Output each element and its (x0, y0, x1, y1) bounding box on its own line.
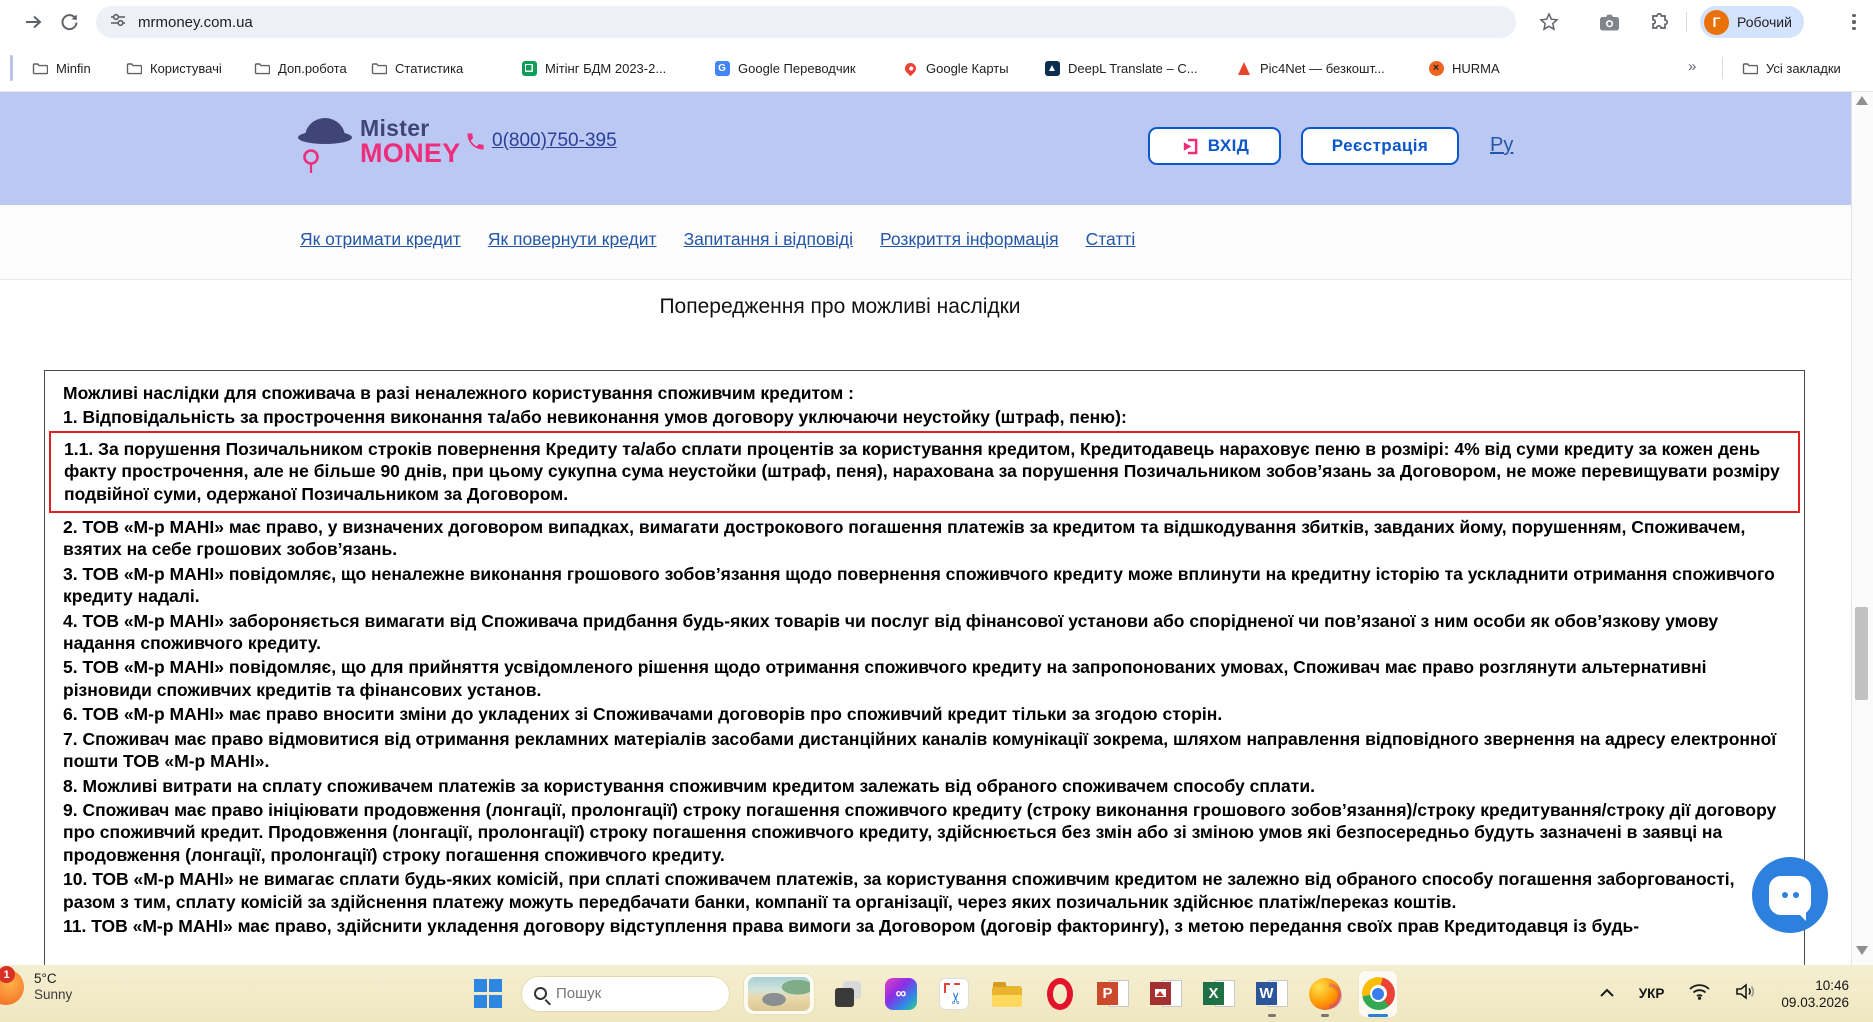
picture-manager-icon[interactable] (1146, 970, 1186, 1018)
hurma-icon: × (1428, 60, 1444, 76)
tray-chevron-icon[interactable] (1599, 985, 1615, 1003)
tray-date: 09.03.2026 (1781, 994, 1849, 1010)
browser-menu-icon[interactable] (1845, 11, 1863, 33)
phone-icon (465, 131, 486, 152)
wifi-icon[interactable] (1688, 983, 1711, 1005)
item-4: 4. ТОВ «М-р МАНІ» забороняється вимагати від Споживача придбання будь-яких товарів чи послуг від фінансової установи або спорідненої чи пов’язаної з ним особи як обов’язкову умову надання споживчого кредиту. (63, 610, 1719, 654)
logo-line2: MONEY (360, 138, 461, 168)
folder-icon (32, 60, 48, 76)
intro-line: Можливі наслідки для споживача в разі неналежного користування споживчим кредитом : (63, 383, 854, 403)
bookmark-hurma[interactable]: × HURMA (1422, 54, 1506, 82)
bookmarks-bar (0, 44, 1873, 92)
bookmarks-left-indicator (10, 55, 13, 81)
bowler-hat-icon (296, 110, 354, 176)
site-info-icon[interactable] (110, 12, 126, 33)
folder-icon (254, 60, 270, 76)
adobe-creative-cloud-icon[interactable]: ∞ (881, 970, 921, 1018)
chat-bubble-icon (1769, 876, 1811, 915)
pic4net-icon (1236, 60, 1252, 76)
taskbar-search[interactable] (521, 976, 730, 1012)
url-text[interactable]: mrmoney.com.ua (138, 13, 253, 31)
bookmark-star-icon[interactable] (1538, 11, 1560, 33)
web-page (0, 92, 1851, 965)
file-explorer-icon[interactable] (987, 970, 1027, 1018)
extensions-puzzle-icon[interactable] (1648, 11, 1670, 33)
maps-pin-icon (902, 60, 918, 76)
nav-disclosure[interactable]: Розкриття інформація (879, 229, 1059, 249)
chrome-icon[interactable] (1358, 970, 1398, 1018)
login-button[interactable]: ВХІД (1148, 127, 1281, 165)
address-bar[interactable] (96, 6, 1516, 38)
nav-how-to-return-credit[interactable]: Як повернути кредит (487, 229, 657, 249)
register-button[interactable]: Реєстрація (1301, 127, 1459, 165)
weather-badge: 1 (0, 966, 15, 983)
item-3: 3. ТОВ «М-р МАНІ» повідомляє, що неналежне виконання грошового зобов’язання щодо повернення споживчого кредиту може вплинути на кредитну історію та ускладнити отримання споживчого кредиту надалі. (63, 563, 1775, 607)
language-switch-link[interactable]: Ру (1490, 134, 1514, 156)
task-view-preview-button[interactable] (743, 973, 815, 1015)
site-nav (0, 205, 1851, 280)
forward-icon[interactable] (22, 11, 44, 33)
search-input[interactable] (556, 985, 696, 1002)
bookmark-dop-robota[interactable]: Доп.робота (248, 54, 353, 82)
search-icon (534, 987, 547, 1000)
profile-chip[interactable] (1700, 6, 1804, 38)
profile-name: Робочий (1737, 14, 1792, 30)
word-icon[interactable]: W (1252, 970, 1292, 1018)
item-9: 9. Споживач має право ініціювати продовження (лонгації, пролонгації) строку погашення споживчого кредиту (строку виконання грошового зобов’язання)/строку кредитування/строку дії договору про споживчий кредит. Продовження (лонгації, пролонгації) строку погашення споживчого кредиту, здійснюється без змін або зі зміною умов які безпосередньо будуть зазначені в заявці на продовження (лонгації, пролонгації) строку погашення споживчого кредиту. (63, 799, 1777, 865)
item-6: 6. ТОВ «М-р МАНІ» має право вносити зміни до укладених зі Споживачами договорів про споживчий кредит тільки за згодою сторін. (63, 704, 1223, 725)
opera-icon[interactable] (1040, 970, 1080, 1018)
start-button[interactable] (468, 970, 508, 1018)
item-1-1: 1.1. За порушення Позичальником строків повернення Кредиту та/або сплати процентів за користування кредитом, Кредитодавець нараховує пеню в розмірі: 4% від суми кредиту за кожен день факту прострочення, але не більше 90 днів, при цьому сукупна сума неустойки (штраф, пеня), нарахована за порушення Позичальником зобов’язань за Договором, не може перевищувати розміру подвійної суми, одержаної Позичальником за Договором. (64, 438, 1780, 504)
weather-condition: Sunny (34, 987, 73, 1002)
sheets-icon (521, 60, 537, 76)
folder-icon (371, 60, 387, 76)
nav-articles[interactable]: Статті (1085, 229, 1136, 249)
stacked-windows-icon[interactable] (828, 970, 868, 1018)
folder-icon (1742, 60, 1758, 76)
snipping-tool-icon[interactable]: ✂ (934, 970, 974, 1018)
toolbar-divider (1686, 12, 1687, 32)
weather-temp: 5°C (34, 971, 57, 986)
item-5: 5. ТОВ «М-р МАНІ» повідомляє, що для прийняття усвідомленого рішення щодо отримання споживчого кредиту на запропонованих умовах, Споживач має право розглянути альтернативні різновиди споживчих кредитів та фінансових установ. (63, 657, 1707, 700)
powerpoint-icon[interactable]: P (1093, 970, 1133, 1018)
bookmark-minfin[interactable]: Minfin (26, 54, 97, 82)
scroll-down-arrow-icon[interactable] (1856, 946, 1868, 955)
firefox-icon[interactable] (1305, 970, 1345, 1018)
deepl-icon: ▲ (1044, 60, 1060, 76)
highlighted-clause (49, 431, 1800, 513)
item-7: 7. Споживач має право відмовитися від отримання рекламних матеріалів засобами дистанційних каналів комунікації зокрема, шляхом направлення відповідного звернення на адресу електронної пошти ТОВ «М-р МАНІ». (63, 728, 1777, 772)
desktop-preview-image (748, 977, 810, 1011)
screenshot-camera-icon[interactable] (1598, 11, 1620, 33)
item-10: 10. ТОВ «М-р МАНІ» не вимагає сплати будь-яких комісій, при сплаті споживачем платежів, за користування споживчим кредитом не залежно від обраного способу погашення заборгованості, разом з тим, сплату комісій за здійснення платежу можуть передбачати банки, компанії та організації, через яких позичальник здійснює платіж/переказ коштів. (63, 869, 1735, 912)
nav-faq[interactable]: Запитання і відповіді (683, 229, 853, 249)
item-8: 8. Можливі витрати на сплату споживачем платежів за користування споживчим кредитом залежать від обраного споживачем способу сплати. (63, 775, 1315, 796)
tray-clock[interactable] (1781, 977, 1849, 1011)
phone-number: 0(800)750-395 (492, 130, 617, 151)
browser-toolbar (0, 0, 1873, 44)
bookmark-miting-bdm[interactable]: Мітінг БДМ 2023-2... (515, 54, 672, 82)
scrollbar-thumb[interactable] (1855, 607, 1868, 700)
tray-time: 10:46 (1815, 977, 1849, 993)
all-bookmarks-button[interactable]: Усі закладки (1736, 54, 1847, 82)
folder-icon (126, 60, 142, 76)
google-translate-icon: G (714, 60, 730, 76)
site-logo[interactable] (296, 110, 461, 176)
warning-text-box (44, 370, 1805, 965)
logo-line1: Mister (360, 115, 430, 141)
scroll-up-arrow-icon[interactable] (1856, 96, 1868, 105)
item-1: 1. Відповідальність за прострочення виконання та/або невиконання умов договору уключаючи неустойку (штраф, пеню): (63, 407, 1127, 428)
bookmarks-divider (1722, 57, 1723, 79)
bookmark-google-translate[interactable]: G Google Переводчик (708, 54, 862, 82)
bookmark-deepl[interactable]: ▲ DeepL Translate – C... (1038, 54, 1204, 82)
keyboard-language[interactable]: УКР (1638, 986, 1665, 1001)
page-scrollbar[interactable] (1851, 92, 1873, 965)
item-11: 11. ТОВ «М-р МАНІ» має право, здійснити укладення договору відступлення права вимоги за Договором (договір факторингу), з метою передання своїх прав Кредитодавця із будь- (63, 915, 1640, 936)
login-icon (1180, 137, 1199, 156)
bookmark-statystyka[interactable]: Статистика (365, 54, 469, 82)
nav-how-to-get-credit[interactable]: Як отримати кредит (300, 229, 461, 249)
site-header (0, 92, 1851, 205)
page-title: Попередження про можливі наслідки (659, 295, 1021, 318)
windows-taskbar (0, 965, 1873, 1022)
volume-icon[interactable] (1735, 983, 1757, 1005)
weather-sun-icon (0, 969, 24, 1005)
avatar: Г (1704, 10, 1729, 35)
windows-logo-icon (473, 979, 503, 1009)
item-2: 2. ТОВ «М-р МАНІ» має право, у визначених договором випадках, вимагати дострокового погашення платежів за кредитом та відшкодування збитків, завданих йому, порушенням, Споживачем, взятих на себе грошових зобов’язань. (63, 517, 1746, 560)
reload-icon[interactable] (58, 11, 80, 33)
bookmark-korystuvachi[interactable]: Користувачі (120, 54, 228, 82)
chat-widget-button[interactable] (1752, 857, 1828, 933)
bookmark-pic4net[interactable]: Pic4Net — безкошт... (1230, 54, 1391, 82)
bookmark-google-maps[interactable]: Google Карты (896, 54, 1015, 82)
bookmarks-overflow-icon[interactable]: » (1688, 58, 1697, 75)
taskbar-weather-widget[interactable] (0, 969, 72, 1005)
excel-icon[interactable]: X (1199, 970, 1239, 1018)
phone-link[interactable] (465, 130, 617, 152)
